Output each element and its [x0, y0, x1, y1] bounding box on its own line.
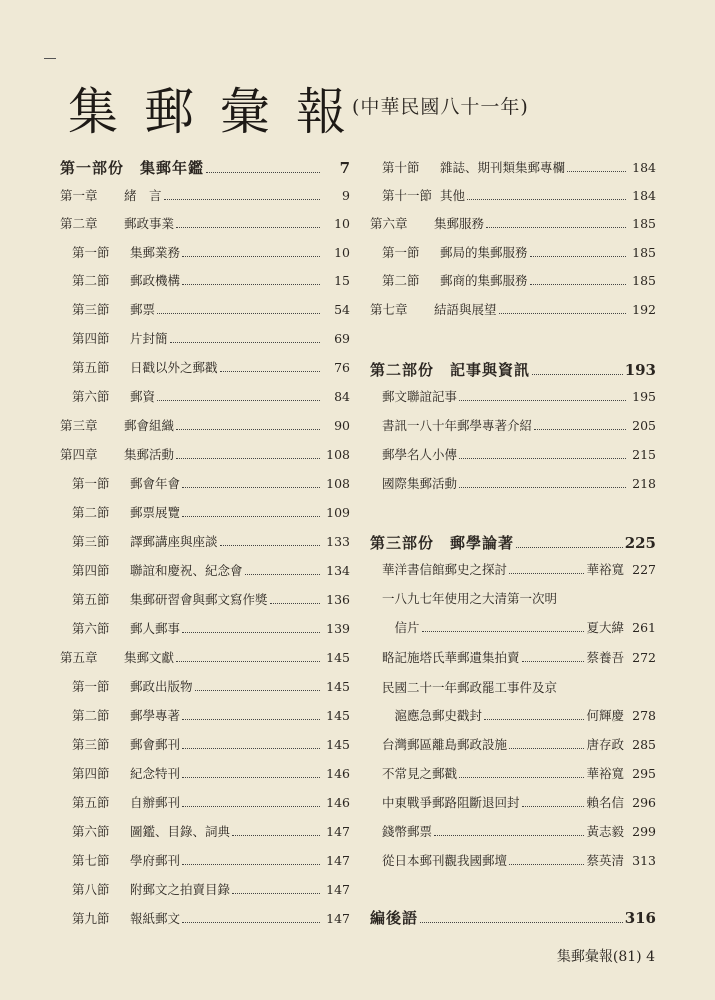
- toc-entry-title: 郵人郵事: [130, 621, 181, 636]
- toc-page-number: 9: [342, 188, 350, 203]
- dot-leader: [182, 506, 320, 517]
- toc-entry-title: 郵政機構: [130, 273, 181, 288]
- toc-page-number: 136: [326, 592, 350, 607]
- toc-entry-number: 第三節: [72, 534, 110, 549]
- dot-leader: [422, 621, 585, 632]
- toc-page-number: 227: [632, 562, 656, 577]
- toc-section-row[interactable]: [382, 245, 656, 261]
- toc-entry-number: 第六節: [72, 824, 110, 839]
- toc-item-row[interactable]: [382, 447, 656, 463]
- toc-section-row[interactable]: [72, 505, 350, 521]
- toc-entry-number: 第二章: [60, 216, 98, 231]
- toc-entry-title: 郵資: [130, 389, 156, 404]
- toc-page-number: 15: [334, 273, 350, 288]
- toc-section-row[interactable]: [72, 795, 350, 811]
- dot-leader: [434, 825, 584, 836]
- toc-entry-author: 蔡養吾: [586, 650, 624, 665]
- toc-part-row[interactable]: [370, 362, 656, 378]
- dot-leader: [270, 593, 320, 604]
- toc-entry-title: 第三部份 郵學論著: [370, 534, 515, 552]
- toc-article-row[interactable]: [382, 620, 656, 636]
- dot-leader: [459, 767, 584, 778]
- dot-leader: [182, 477, 320, 488]
- dot-leader: [534, 419, 626, 430]
- toc-entry-title: 不常見之郵戳: [382, 766, 458, 781]
- toc-entry-number: 第七節: [72, 853, 110, 868]
- toc-page-number: 145: [326, 737, 350, 752]
- toc-page-number: 296: [632, 795, 656, 810]
- toc-page-number: 134: [326, 563, 350, 578]
- dot-leader: [522, 651, 585, 662]
- toc-entry-number: 第四節: [72, 766, 110, 781]
- toc-page-number: 147: [326, 911, 350, 926]
- toc-page-number: 147: [326, 882, 350, 897]
- toc-page-number: 76: [334, 360, 350, 375]
- toc-page-number: 299: [632, 824, 656, 839]
- toc-page-number: 10: [334, 216, 350, 231]
- toc-page-number: 278: [632, 708, 656, 723]
- toc-page-number: 272: [632, 650, 656, 665]
- dot-leader: [157, 390, 320, 401]
- dot-leader: [232, 883, 320, 894]
- toc-entry-title: 郵會組織: [124, 418, 175, 433]
- dot-leader: [516, 537, 623, 548]
- toc-section-row[interactable]: [72, 389, 350, 405]
- page-title: 集郵彙報: [68, 83, 372, 141]
- dot-leader: [182, 622, 320, 633]
- dot-leader: [176, 651, 320, 662]
- dot-leader: [195, 680, 320, 691]
- toc-entry-title: 譯郵講座與座談: [130, 534, 218, 549]
- toc-section-row[interactable]: [72, 737, 350, 753]
- toc-entry-title: 郵商的集郵服務: [440, 273, 528, 288]
- dot-leader: [176, 217, 320, 228]
- toc-entry-number: 第二節: [72, 708, 110, 723]
- dot-leader: [530, 274, 626, 285]
- toc-section-row[interactable]: [72, 766, 350, 782]
- toc-page-number: 108: [326, 476, 350, 491]
- toc-entry-title: 緒 言: [124, 188, 162, 203]
- toc-article-row[interactable]: [382, 824, 656, 840]
- toc-entry-author: 賴名信: [586, 795, 624, 810]
- toc-entry-title: 結語與展望: [434, 302, 497, 317]
- toc-continued-title: 民國二十一年郵政罷工事件及京: [382, 680, 558, 695]
- toc-entry-number: 第四節: [72, 563, 110, 578]
- dot-leader: [176, 419, 320, 430]
- toc-section-row[interactable]: [72, 708, 350, 724]
- toc-page-number: 285: [632, 737, 656, 752]
- toc-item-row[interactable]: [382, 418, 656, 434]
- toc-entry-number: 第一章: [60, 188, 98, 203]
- toc-entry-title: 學府郵刊: [130, 853, 181, 868]
- year-subtitle: (中華民國八十一年): [352, 96, 529, 118]
- toc-part-row[interactable]: [60, 160, 350, 176]
- toc-entry-title: 郵政出版物: [130, 679, 193, 694]
- toc-chapter-row[interactable]: [60, 418, 350, 434]
- dot-leader: [182, 246, 320, 257]
- toc-entry-title: 紀念特刊: [130, 766, 181, 781]
- toc-article-row[interactable]: [382, 795, 656, 811]
- dot-leader: [522, 796, 585, 807]
- toc-entry-number: 第六章: [370, 216, 408, 231]
- toc-entry-title: 信片: [382, 620, 420, 635]
- toc-entry-number: 第三章: [60, 418, 98, 433]
- toc-page-number: 261: [632, 620, 656, 635]
- toc-entry-number: 第六節: [72, 621, 110, 636]
- dot-leader: [220, 361, 320, 372]
- dot-leader: [182, 709, 320, 720]
- toc-entry-number: 第六節: [72, 389, 110, 404]
- toc-page-number: 184: [632, 160, 656, 175]
- toc-entry-title: 圖鑑、目錄、詞典: [130, 824, 231, 839]
- toc-entry-title: 報紙郵文: [130, 911, 181, 926]
- toc-entry-number: 第七章: [370, 302, 408, 317]
- dot-leader: [459, 477, 626, 488]
- toc-entry-number: 第九節: [72, 911, 110, 926]
- toc-entry-title: 附郵文之拍賣目錄: [130, 882, 231, 897]
- toc-entry-number: 第十一節: [382, 188, 433, 203]
- toc-entry-title: 從日本郵刊觀我國郵壇: [382, 853, 508, 868]
- toc-page-number: 192: [632, 302, 656, 317]
- toc-section-row[interactable]: [72, 911, 350, 927]
- toc-entry-title: 集郵文獻: [124, 650, 175, 665]
- toc-page-number: 195: [632, 389, 656, 404]
- toc-page-number: 147: [326, 824, 350, 839]
- toc-page-number: 139: [326, 621, 350, 636]
- toc-section-row[interactable]: [382, 273, 656, 289]
- toc-page-number: 133: [326, 534, 350, 549]
- dot-leader: [182, 738, 320, 749]
- toc-entry-title: 國際集郵活動: [382, 476, 458, 491]
- dot-leader: [176, 448, 320, 459]
- dot-leader: [509, 738, 584, 749]
- toc-section-row[interactable]: [72, 302, 350, 318]
- toc-entry-title: 華洋書信館郵史之探討: [382, 562, 508, 577]
- toc-page-number: 10: [334, 245, 350, 260]
- toc-entry-title: 片封簡: [130, 331, 168, 346]
- toc-section-row[interactable]: [72, 824, 350, 840]
- toc-page-number: 146: [326, 795, 350, 810]
- toc-article-row[interactable]: [382, 766, 656, 782]
- toc-part-row[interactable]: [370, 535, 656, 551]
- toc-page-number: 145: [326, 708, 350, 723]
- toc-item-row[interactable]: [382, 476, 656, 492]
- toc-entry-author: 蔡英清: [586, 853, 624, 868]
- toc-section-row[interactable]: [72, 563, 350, 579]
- toc-entry-number: 第十節: [382, 160, 420, 175]
- toc-entry-number: 第五章: [60, 650, 98, 665]
- toc-entry-author: 夏大緯: [586, 620, 624, 635]
- toc-section-row[interactable]: [72, 853, 350, 869]
- toc-entry-number: 第二節: [72, 273, 110, 288]
- toc-section-row[interactable]: [72, 360, 350, 376]
- toc-section-row[interactable]: [72, 882, 350, 898]
- toc-entry-author: 華裕寬: [586, 562, 624, 577]
- margin-mark: [44, 58, 56, 59]
- toc-page-number: 295: [632, 766, 656, 781]
- dot-leader: [220, 535, 320, 546]
- dot-leader: [486, 217, 626, 228]
- toc-entry-title: 台灣郵區離島郵政設施: [382, 737, 508, 752]
- toc-entry-number: 第一節: [72, 245, 110, 260]
- toc-entry-number: 第三節: [72, 737, 110, 752]
- toc-entry-title: 郵學名人小傳: [382, 447, 458, 462]
- toc-page-number: 193: [624, 361, 656, 379]
- toc-page-number: 218: [632, 476, 656, 491]
- toc-page-number: 145: [326, 679, 350, 694]
- toc-entry-title: 中東戰爭郵路阻斷退回封: [382, 795, 520, 810]
- toc-article-row[interactable]: [382, 737, 656, 753]
- toc-entry-title: 聯誼和慶祝、紀念會: [130, 563, 243, 578]
- dot-leader: [459, 448, 626, 459]
- toc-entry-title: 郵政事業: [124, 216, 175, 231]
- toc-page-number: 205: [632, 418, 656, 433]
- toc-section-row[interactable]: [382, 160, 656, 176]
- toc-entry-title: 集郵服務: [434, 216, 485, 231]
- toc-page-number: 185: [632, 273, 656, 288]
- dot-leader: [509, 563, 584, 574]
- toc-entry-title: 第一部份 集郵年鑑: [60, 159, 205, 177]
- toc-section-row[interactable]: [72, 592, 350, 608]
- toc-entry-number: 第一節: [382, 245, 420, 260]
- toc-entry-title: 集郵活動: [124, 447, 175, 462]
- toc-page-number: 109: [326, 505, 350, 520]
- toc-entry-number: 第五節: [72, 592, 110, 607]
- dot-leader: [567, 161, 626, 172]
- toc-entry-title: 自辦郵刊: [130, 795, 181, 810]
- toc-page-number: 108: [326, 447, 350, 462]
- toc-entry-number: 第三節: [72, 302, 110, 317]
- toc-page-number: 69: [334, 331, 350, 346]
- toc-section-row[interactable]: [72, 621, 350, 637]
- toc-entry-number: 第五節: [72, 360, 110, 375]
- toc-entry-number: 第四節: [72, 331, 110, 346]
- toc-section-row[interactable]: [72, 245, 350, 261]
- toc-entry-number: 第二節: [72, 505, 110, 520]
- toc-entry-number: 第四章: [60, 447, 98, 462]
- toc-entry-title: 略記施塔氏華郵遺集拍賣: [382, 650, 520, 665]
- dot-leader: [182, 767, 320, 778]
- toc-entry-author: 黃志毅: [586, 824, 624, 839]
- dot-leader: [499, 303, 626, 314]
- toc-article-row[interactable]: [382, 650, 656, 666]
- toc-page-number: 185: [632, 216, 656, 231]
- toc-article-row[interactable]: [382, 853, 656, 869]
- toc-entry-title: 郵局的集郵服務: [440, 245, 528, 260]
- toc-article-row[interactable]: [382, 708, 656, 724]
- toc-chapter-row[interactable]: [370, 302, 656, 318]
- toc-page-number: 316: [624, 909, 656, 927]
- toc-entry-title: 書訊一八十年郵學專著介紹: [382, 418, 533, 433]
- toc-part-row[interactable]: [370, 910, 656, 926]
- toc-page-number: 54: [334, 302, 350, 317]
- dot-leader: [170, 332, 320, 343]
- toc-entry-title: 第二部份 記事與資訊: [370, 361, 531, 379]
- toc-section-row[interactable]: [72, 476, 350, 492]
- dot-leader: [182, 912, 320, 923]
- toc-chapter-row[interactable]: [60, 447, 350, 463]
- toc-section-row[interactable]: [382, 188, 656, 204]
- toc-page-number: 215: [632, 447, 656, 462]
- toc-chapter-row[interactable]: [370, 216, 656, 232]
- toc-article-row[interactable]: [382, 562, 656, 578]
- toc-entry-title: 郵文聯誼記事: [382, 389, 458, 404]
- toc-entry-number: 第二節: [382, 273, 420, 288]
- toc-entry-title: 其他: [440, 188, 466, 203]
- toc-entry-author: 唐存政: [586, 737, 624, 752]
- toc-chapter-row[interactable]: [60, 188, 350, 204]
- dot-leader: [164, 189, 320, 200]
- toc-entry-title: 編後語: [370, 909, 419, 927]
- toc-section-row[interactable]: [72, 534, 350, 550]
- dot-leader: [245, 564, 320, 575]
- dot-leader: [182, 854, 320, 865]
- toc-chapter-row[interactable]: [60, 216, 350, 232]
- toc-page-number: 147: [326, 853, 350, 868]
- toc-entry-title: 日戳以外之郵戳: [130, 360, 218, 375]
- toc-entry-author: 何輝慶: [586, 708, 624, 723]
- toc-page-number: 184: [632, 188, 656, 203]
- toc-entry-author: 華裕寬: [586, 766, 624, 781]
- toc-page-number: 90: [334, 418, 350, 433]
- toc-entry-title: 郵票: [130, 302, 156, 317]
- toc-entry-number: 第一節: [72, 476, 110, 491]
- toc-continued-title: 一八九七年使用之大清第一次明: [382, 591, 558, 606]
- toc-section-row[interactable]: [72, 679, 350, 695]
- toc-page-number: 185: [632, 245, 656, 260]
- toc-section-row[interactable]: [72, 331, 350, 347]
- toc-entry-title: 集郵業務: [130, 245, 181, 260]
- toc-entry-number: 第五節: [72, 795, 110, 810]
- toc-entry-title: 郵會年會: [130, 476, 181, 491]
- dot-leader: [182, 274, 320, 285]
- toc-entry-title: 集郵研習會與郵文寫作獎: [130, 592, 268, 607]
- dot-leader: [206, 162, 320, 173]
- dot-leader: [157, 303, 320, 314]
- toc-section-row[interactable]: [72, 273, 350, 289]
- dot-leader: [532, 364, 623, 375]
- toc-chapter-row[interactable]: [60, 650, 350, 666]
- toc-entry-number: 第八節: [72, 882, 110, 897]
- toc-entry-title: 滬應急郵史戳封: [382, 708, 483, 723]
- toc-entry-title: 錢幣郵票: [382, 824, 433, 839]
- toc-entry-number: 第一節: [72, 679, 110, 694]
- dot-leader: [484, 709, 584, 720]
- toc-entry-title: 雜誌、期刊類集郵專欄: [440, 160, 566, 175]
- toc-entry-title: 郵票展覽: [130, 505, 181, 520]
- dot-leader: [459, 390, 626, 401]
- dot-leader: [509, 854, 584, 865]
- dot-leader: [467, 189, 626, 200]
- toc-page-number: 145: [326, 650, 350, 665]
- dot-leader: [182, 796, 320, 807]
- toc-page-number: 7: [339, 159, 350, 177]
- toc-page-number: 225: [624, 534, 656, 552]
- dot-leader: [232, 825, 320, 836]
- toc-page-number: 146: [326, 766, 350, 781]
- toc-entry-title: 郵學專著: [130, 708, 181, 723]
- toc-entry-title: 郵會郵刊: [130, 737, 181, 752]
- toc-page-number: 313: [632, 853, 656, 868]
- dot-leader: [530, 246, 626, 257]
- dot-leader: [420, 912, 623, 923]
- toc-item-row[interactable]: [382, 389, 656, 405]
- toc-page-number: 84: [334, 389, 350, 404]
- page-footer: 集郵彙報(81) 4: [556, 949, 655, 965]
